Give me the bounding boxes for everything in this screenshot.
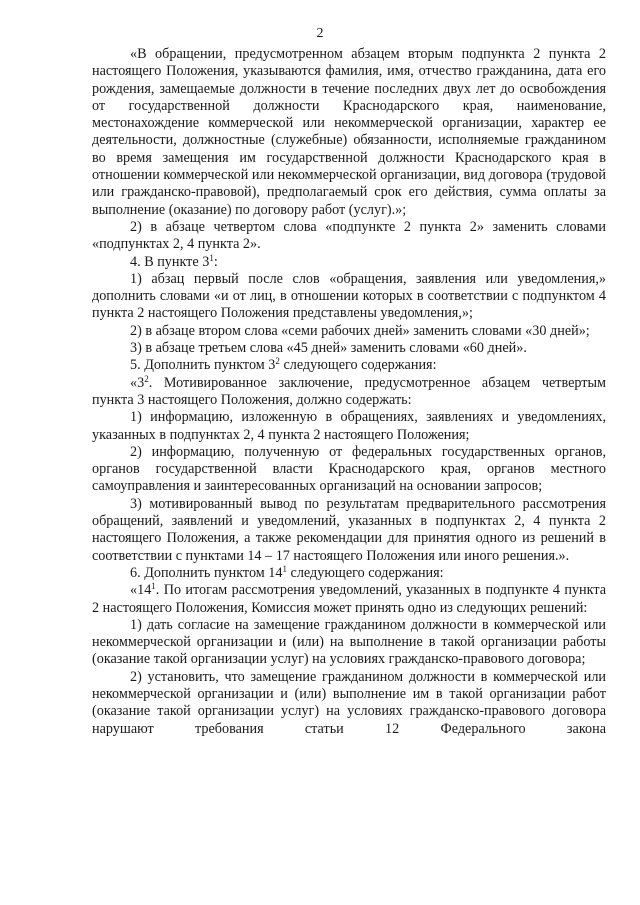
superscript-index: 1 [151,581,156,592]
paragraph-section-4-heading: 4. В пункте $3^1$: [130,252,218,270]
page-number: 2 [316,26,324,41]
superscript-index: 2 [275,356,280,367]
paragraph-appeal-contents: «В обращении, предусмотренном абзацем вторым подпункта 2 пункта 2 настоящего Положения, указываются фамилия, имя, отчество гражданина, дата его рождения, замещаемые должности в течение последних двух лет до освобождения от государственной должности Краснодарского края, наименование, местонахождение коммерческой или некоммерческой организации, характер ее деятельности, должностные (служебные) обязанности, исполняемые гражданином во время замещения им государственной должности Краснодарского края в отношении коммерческой или некоммерческой организации, вид договора (трудовой или гражданско-правовой), предполагаемый срок его действия, сумма оплаты за выполнение (оказание) по договору работ (услуг).»; [92,46,606,218]
superscript-index: 1 [209,252,214,263]
paragraph-clause-3-2-item-3: 3) мотивированный вывод по результатам предварительного рассмотрения обращений, заявлений и уведомлений, указанных в подпунктах 2, 4 пункта 2 настоящего Положения, а также рекомендации для принятия одного из решений в соответствии с пунктами 14 – 17 настоящего Положения или иного решения.». [92,495,606,564]
superscript-index: 1 [282,563,287,574]
paragraph-item-2-replace-wording: 2) в абзаце четвертом слова «подпункте 2 пункта 2» заменить словами «подпунктах 2, 4 пункта 2». [92,218,606,253]
paragraph-clause-3-2-item-1: 1) информацию, изложенную в обращениях, заявлениях и уведомлениях, указанных в подпунктах 2, 4 пункта 2 настоящего Положения; [92,409,606,443]
paragraph-clause-14-1-item-1: 1) дать согласие на замещение гражданином должности в коммерческой или некоммерческой организации и (или) на выполнение в такой организации работы (оказание такой организации услуг) на условиях гражданско-правового договора; [92,616,606,668]
paragraph-clause-14-1-intro: «$14^1$. По итогам рассмотрения уведомлений, указанных в подпункте 4 пункта 2 настоящего Положения, Комиссия может принять одно из следующих решений: [92,581,606,616]
paragraph-clause-3-2-item-2: 2) информацию, полученную от федеральных государственных органов, органов государственной власти Краснодарского края, органов местного самоуправления и заинтересованных организаций на основании запросов; [92,443,606,495]
document-body [92,46,606,738]
paragraph-subitem-1-amend: 1) абзац первый после слов «обращения, заявления или уведомления,» дополнить словами «и от лиц, в отношении которых в соответствии с подпунктом 4 пункта 2 настоящего Положения представлены уведомления,»; [92,270,606,322]
paragraph-subitem-2-amend: 2) в абзаце втором слова «семи рабочих дней» заменить словами «30 дней»; [130,322,590,339]
paragraph-clause-3-2-intro: «$3^2$. Мотивированное заключение, предусмотренное абзацем четвертым пункта 3 настоящего Положения, должно содержать: [92,373,606,408]
superscript-index: 2 [144,373,149,384]
paragraph-clause-14-1-item-2: 2) установить, что замещение гражданином должности в коммерческой или некоммерческой организации и (или) выполнение им в такой организации работ (оказание такой организации услуг) на условиях гражданско-правового договора нарушают требования статьи 12 Федерального закона [92,668,606,737]
paragraph-subitem-3-amend: 3) в абзаце третьем слова «45 дней» заменить словами «60 дней». [130,340,527,357]
paragraph-section-5-heading: 5. Дополнить пунктом $3^2$ следующего содержания: [130,356,437,374]
paragraph-section-6-heading: 6. Дополнить пунктом $14^1$ следующего содержания: [130,563,444,581]
